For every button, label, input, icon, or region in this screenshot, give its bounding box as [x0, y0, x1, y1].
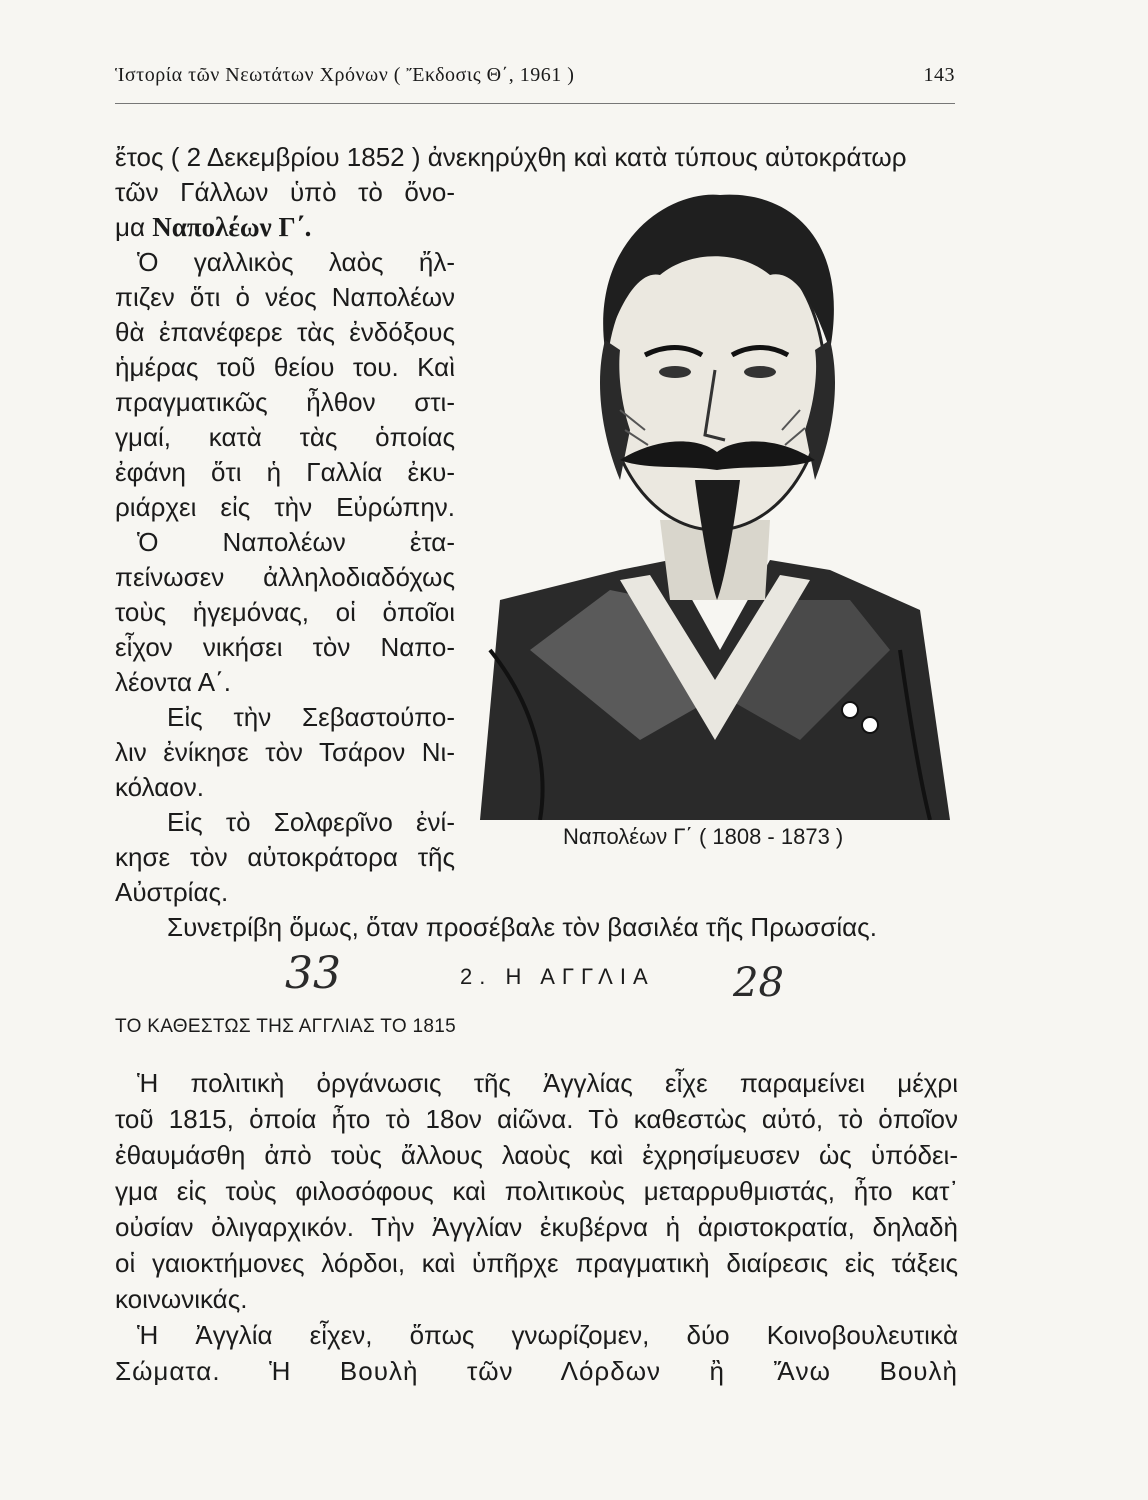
text-line: τῶν Γάλλων ὑπὸ τὸ ὄνο- — [115, 177, 455, 207]
text-line: πείνωσεν ἀλληλοδιαδόχως — [115, 562, 455, 592]
text-line: κόλαον. — [115, 772, 204, 802]
running-header — [115, 64, 955, 87]
section-heading: 2. Η ΑΓΓΛΙΑ — [460, 964, 655, 989]
subheading: ΤΟ ΚΑΘΕΣΤΩΣ ΤΗΣ ΑΓΓΛΙΑΣ ΤΟ 1815 — [115, 1016, 456, 1037]
text-line: Ὁ Ναπολέων ἐτα- — [137, 527, 455, 557]
text-line: Συνετρίβη ὅμως, ὅταν προσέβαλε τὸν βασιλέα τῆς Πρωσσίας. — [167, 912, 877, 942]
text-line: τοὺς ἡγεμόνας, οἱ ὁποῖοι — [115, 597, 455, 627]
text-line: οὐσίαν ὀλιγαρχικόν. Τὴν Ἀγγλίαν ἐκυβέρνα ἡ ἀριστοκρατία, δηλαδὴ — [115, 1212, 958, 1242]
text-line: πραγματικῶς ἦλθον στι- — [115, 387, 455, 417]
text-line: γμα εἰς τοὺς φιλοσόφους καὶ πολιτικοὺς μεταρρυθμιστάς, ἦτο κατ᾽ — [115, 1176, 958, 1206]
page-number: 143 — [923, 64, 955, 86]
text-line: Ἡ Ἀγγλία εἶχεν, ὅπως γνωρίζομεν, δύο Κοινοβουλευτικὰ — [137, 1320, 958, 1350]
portrait-illustration — [470, 180, 955, 820]
text-line: ἐφάνη ὅτι ἡ Γαλλία ἐκυ- — [115, 457, 455, 487]
text-line: Εἰς τὴν Σεβαστούπο- — [167, 702, 455, 732]
text-line: λέοντα Α΄. — [115, 667, 231, 697]
text-line: πιζεν ὅτι ὁ νέος Ναπολέων — [115, 282, 455, 312]
header-title: Ἱστορία τῶν Νεωτάτων Χρόνων ( Ἔκδοσις Θ΄, 1961 ) — [115, 64, 575, 86]
text-line: ἔτος ( 2 Δεκεμβρίου 1852 ) ἀνεκηρύχθη καὶ κατὰ τύπους αὐτοκράτωρ — [115, 142, 907, 172]
portrait-caption: Ναπολέων Γ΄ ( 1808 - 1873 ) — [563, 824, 844, 849]
handwritten-mark-right: 28 — [733, 960, 784, 1006]
text-line: Αὐστρίας. — [115, 877, 229, 907]
text-line: λιν ἐνίκησε τὸν Τσάρον Νι- — [115, 737, 455, 767]
text-line: οἱ γαιοκτήμονες λόρδοι, καὶ ὑπῆρχε πραγματικὴ διαίρεσις εἰς τάξεις — [115, 1248, 958, 1278]
header-rule — [115, 103, 955, 104]
text-line: εἶχον νικήσει τὸν Ναπο- — [115, 632, 455, 662]
text-line: Ὁ γαλλικὸς λαὸς ἤλ- — [137, 247, 455, 277]
text-line: Εἰς τὸ Σολφερῖνο ἐνί- — [167, 807, 455, 837]
text-line: κοινωνικάς. — [115, 1284, 248, 1314]
text-line: Σώματα. Ἡ Βουλὴ τῶν Λόρδων ἢ Ἄνω Βουλὴ — [115, 1356, 958, 1386]
text-line: ριάρχει εἰς τὴν Εὐρώπην. — [115, 492, 455, 522]
text-line-bold-name: μα Ναπολέων Γ΄. — [115, 212, 312, 242]
text-line: θὰ ἐπανέφερε τὰς ἐνδόξους — [115, 317, 455, 347]
text-line: κησε τὸν αὐτοκράτορα τῆς — [115, 842, 455, 872]
text-line: ἐθαυμάσθη ἀπὸ τοὺς ἄλλους λαοὺς καὶ ἐχρησίμευσεν ὡς ὑπόδει- — [115, 1140, 958, 1170]
text-line: γμαί, κατὰ τὰς ὁποίας — [115, 422, 455, 452]
bold-name: Ναπολέων Γ΄. — [152, 212, 312, 242]
text-line: τοῦ 1815, ὁποία ἦτο τὸ 18ον αἰῶνα. Τὸ καθεστὼς αὐτό, τὸ ὁποῖον — [115, 1104, 958, 1134]
handwritten-mark-left: 33 — [285, 948, 341, 999]
text-line: ἡμέρας τοῦ θείου του. Καὶ — [115, 352, 455, 382]
text-line: Ἡ πολιτικὴ ὀργάνωσις τῆς Ἀγγλίας εἶχε παραμείνει μέχρι — [137, 1068, 958, 1098]
